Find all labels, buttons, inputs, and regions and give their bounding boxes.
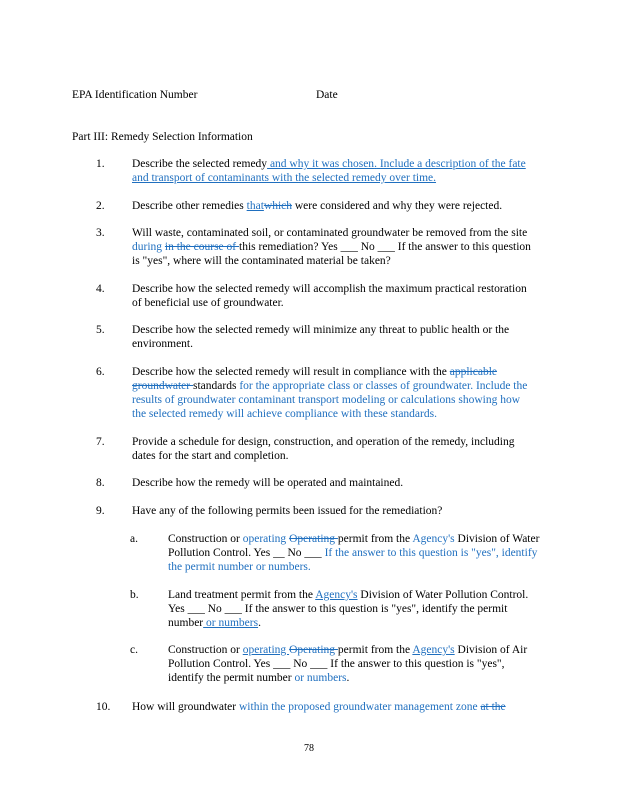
item-number: 4.	[96, 283, 105, 295]
text-run: Describe other remedies	[132, 200, 247, 212]
deleted-text: at the	[480, 701, 506, 713]
inserted-text: Include a description of the fate and transport of contaminants with the selected remedy over time.	[132, 158, 526, 184]
inserted-text: Agency's	[412, 644, 455, 656]
inserted-text: or numbers	[203, 617, 259, 629]
epa-id-label: EPA Identification Number	[72, 89, 198, 101]
inserted-text: or numbers	[291, 672, 347, 684]
page-number: 78	[304, 743, 314, 754]
inserted-text: that	[246, 200, 264, 212]
subitem-text	[168, 643, 540, 685]
inserted-text: Agency's	[412, 533, 455, 545]
text-run: permit from the	[337, 533, 413, 545]
item-text: Describe how the selected remedy will accomplish the maximum practical restoration of beneficial use of groundwater.	[132, 283, 527, 309]
item-number: 2.	[96, 200, 105, 212]
deleted-text: in the course of	[164, 241, 239, 253]
text-run: permit from the	[337, 644, 413, 656]
date-label: Date	[316, 89, 338, 101]
text-run: standards	[193, 380, 237, 392]
item-text: Have any of the following permits been issued for the remediation?	[132, 505, 443, 517]
inserted-text: If the answer to this question is "yes", identify the permit number or numbers.	[168, 547, 538, 573]
item-text	[132, 157, 536, 185]
text-run: .	[374, 158, 377, 170]
deleted-text: which	[263, 200, 292, 212]
subitem-letter: c.	[130, 644, 138, 656]
text-run: Provide a schedule for design, construction	[132, 436, 331, 448]
text-run: .	[346, 672, 350, 684]
item-number: 5.	[96, 324, 105, 336]
item-number: 10.	[96, 701, 111, 713]
item-number: 7.	[96, 436, 105, 448]
text-run: Describe how the selected remedy will result in compliance with the	[132, 366, 450, 378]
item-text	[132, 199, 536, 213]
inserted-text: during	[132, 241, 165, 253]
text-run: Will waste, contaminated soil	[132, 227, 269, 239]
text-run: , and operation of the remedy, including dates for the start and completion.	[132, 436, 515, 462]
subitem-text	[168, 588, 540, 630]
item-number: 8.	[96, 477, 105, 489]
item-number: 6.	[96, 366, 105, 378]
item-number: 9.	[96, 505, 105, 517]
text-run: Construction or	[168, 644, 243, 656]
deleted-text: Operating	[289, 533, 338, 545]
text-run: Construction or	[168, 533, 243, 545]
text-run: Division of Air Pollution Control. Yes ___ No ___ If the answer to this question is "yes", identify the permit number	[168, 644, 528, 684]
text-run: Land treatment permit from the	[168, 589, 316, 601]
item-text	[132, 700, 536, 714]
item-text	[132, 365, 536, 421]
inserted-text: within the proposed groundwater management zone	[239, 701, 481, 713]
subitem-letter: a.	[130, 533, 138, 545]
deleted-text: applicable groundwater	[132, 366, 498, 392]
text-run: Describe the selected remedy	[132, 158, 268, 170]
text-run: Division of Water Pollution Control. Yes __ No ___	[168, 533, 540, 559]
subitem-text	[168, 532, 540, 574]
text-run: .	[258, 617, 261, 629]
subitem-letter: b.	[130, 589, 139, 601]
part-title: Part III: Remedy Selection Information	[72, 131, 253, 143]
text-run: Division of Water Pollution Control. Yes ___ No ___ If the answer to this question is "yes", identify the permit number	[168, 589, 529, 629]
text-run: How will groundwater	[132, 701, 239, 713]
item-text	[132, 435, 536, 463]
deleted-text: Operating	[289, 644, 338, 656]
item-text: Describe how the remedy will be operated and maintained.	[132, 477, 404, 489]
text-run: this remediation? Yes ___ No ___ If the answer to this question is "yes", where will the contaminated material be taken?	[132, 241, 531, 267]
inserted-text: operating	[242, 533, 290, 545]
item-number: 1.	[96, 158, 105, 170]
inserted-text: and why it was chosen	[267, 158, 375, 170]
item-number: 3.	[96, 227, 105, 239]
inserted-text: operating	[242, 644, 290, 656]
text-run: were considered and why they were rejected.	[292, 200, 503, 212]
item-text: Describe how the selected remedy will minimize any threat to public health or the environment.	[132, 324, 510, 350]
inserted-text: Agency's	[315, 589, 358, 601]
item-text	[132, 226, 536, 268]
text-run: , or contaminated groundwater be removed from the site	[268, 227, 528, 239]
inserted-text: for the appropriate class or classes of groundwater. Include the results of groundwater contaminant transport modeling or calculations showing how the selected remedy will achieve compliance with these standards.	[132, 380, 528, 420]
